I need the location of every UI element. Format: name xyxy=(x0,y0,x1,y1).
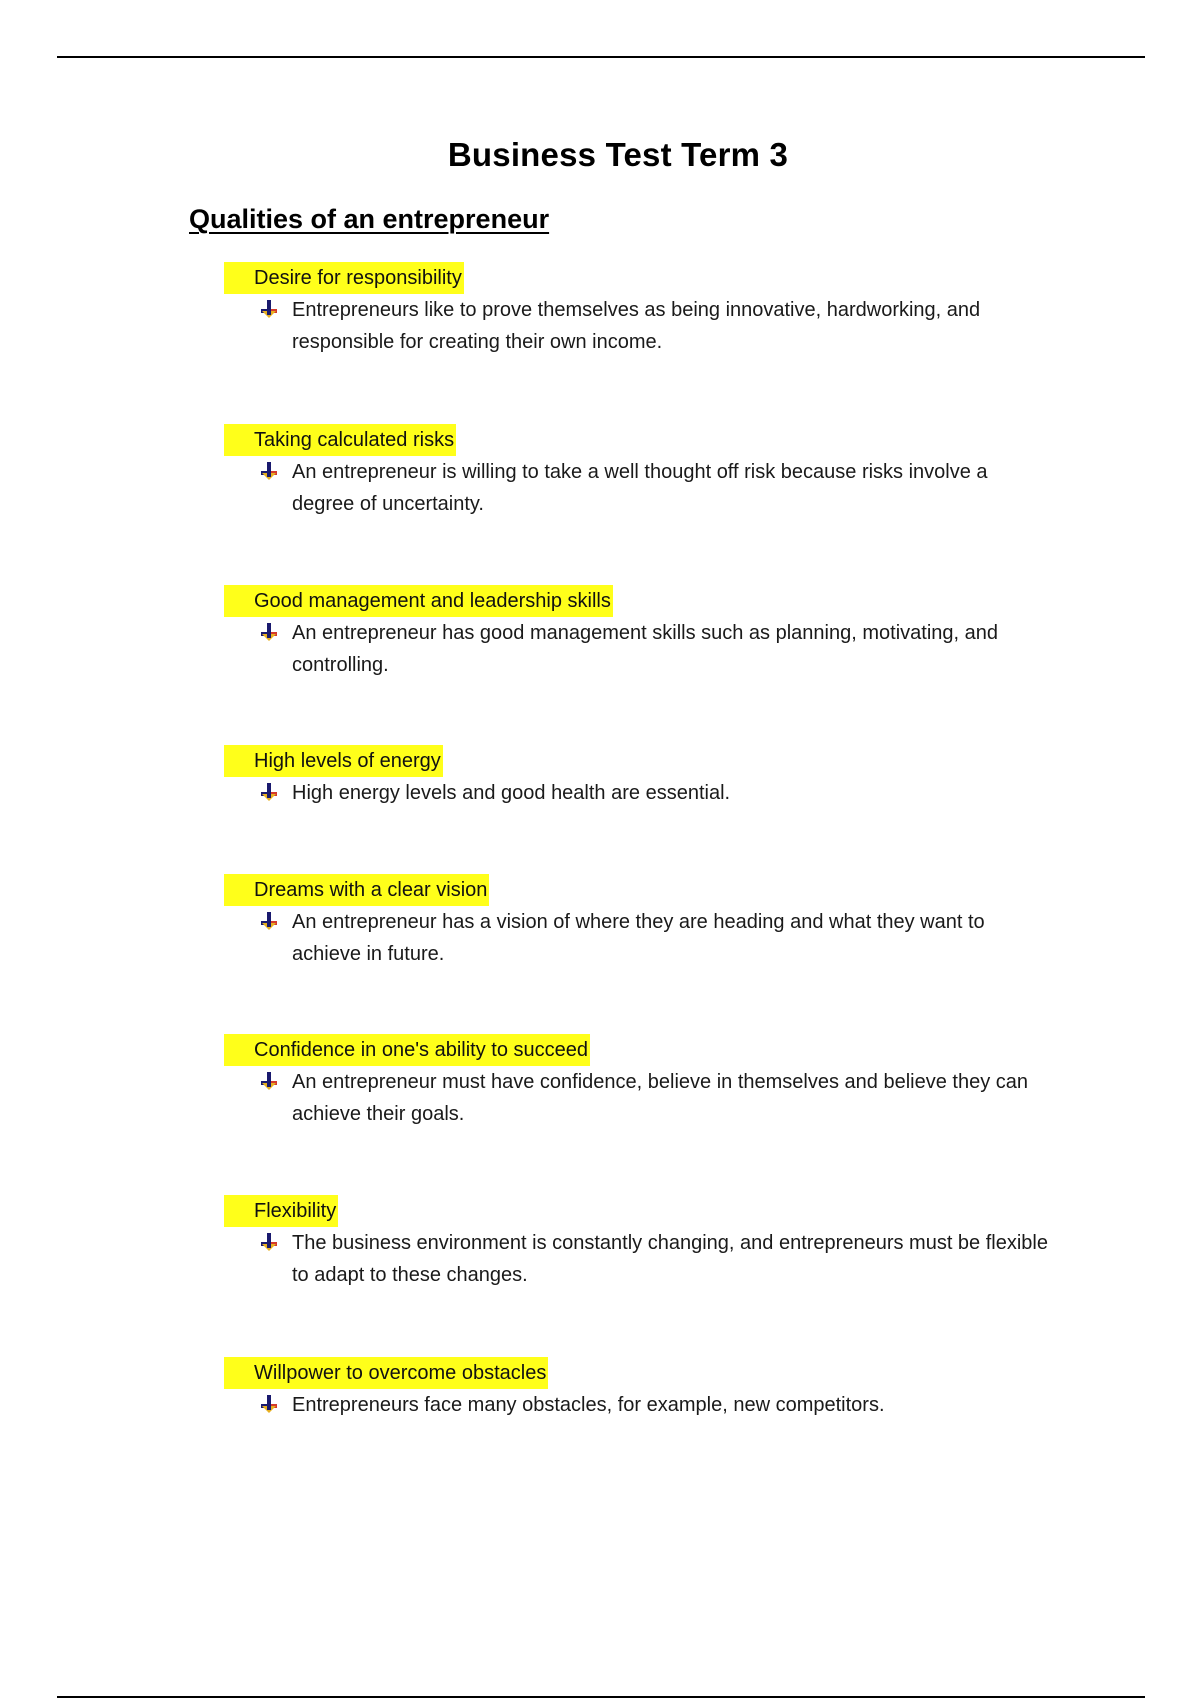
quality-detail: An entrepreneur must have confidence, believe in themselves and believe they can achieve their goals. xyxy=(292,1071,1029,1125)
quality-label: Desire for responsibility xyxy=(224,262,464,294)
section-heading: Qualities of an entrepreneur xyxy=(189,204,550,234)
arrow-down-icon xyxy=(258,910,280,932)
quality-label: Flexibility xyxy=(224,1195,338,1227)
quality-label: Good management and leadership skills xyxy=(224,585,613,617)
quality-label: Willpower to overcome obstacles xyxy=(224,1357,548,1389)
bottom-border-line xyxy=(57,1696,1145,1698)
quality-label: High levels of energy xyxy=(224,745,443,777)
top-border-line xyxy=(57,56,1145,58)
arrow-down-icon xyxy=(258,460,280,482)
quality-label: Taking calculated risks xyxy=(224,424,456,456)
arrow-down-icon xyxy=(258,621,280,643)
arrow-down-icon xyxy=(258,1393,280,1415)
quality-detail: Entrepreneurs like to prove themselves as being innovative, hardworking, and responsible for creating their own income. xyxy=(292,299,981,353)
arrow-down-icon xyxy=(258,1070,280,1092)
quality-detail: An entrepreneur has a vision of where they are heading and what they want to achieve in future. xyxy=(292,911,985,965)
quality-label: Dreams with a clear vision xyxy=(224,874,489,906)
quality-detail: An entrepreneur is willing to take a well thought off risk because risks involve a degree of uncertainty. xyxy=(292,461,988,515)
arrow-down-icon xyxy=(258,298,280,320)
quality-detail: An entrepreneur has good management skills such as planning, motivating, and controlling. xyxy=(292,622,998,676)
arrow-down-icon xyxy=(258,781,280,803)
page-title: Business Test Term 3 xyxy=(447,136,789,173)
quality-detail: High energy levels and good health are essential. xyxy=(292,782,731,804)
quality-detail: The business environment is constantly changing, and entrepreneurs must be flexible to adapt to these changes. xyxy=(292,1232,1048,1286)
quality-label: Confidence in one's ability to succeed xyxy=(224,1034,590,1066)
arrow-down-icon xyxy=(258,1231,280,1253)
quality-detail: Entrepreneurs face many obstacles, for example, new competitors. xyxy=(292,1394,885,1416)
